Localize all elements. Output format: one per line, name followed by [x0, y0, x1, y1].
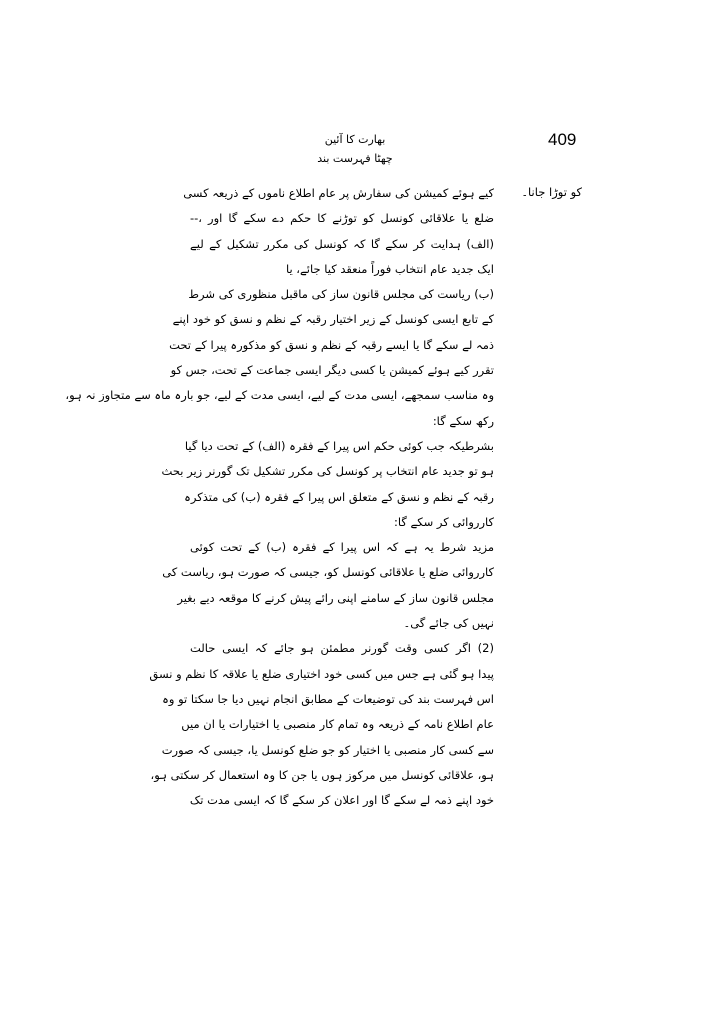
text-line: (2) اگر کسی وقت گورنر مطمئن ہو جائے کہ ایسی حالت: [190, 641, 494, 656]
text-line: ہو تو جدید عام انتخاب پر کونسل کی مکرر تشکیل تک گورنر زیر بحث: [161, 464, 494, 479]
text-line: ایک جدید عام انتخاب فوراً منعقد کیا جائے، یا: [285, 261, 494, 276]
text-line: ضلع یا علاقائی کونسل کو توڑنے کا حکم دے سکے گا اور ،--: [190, 211, 494, 226]
text-line: (ب) ریاست کی مجلس قانون ساز کی ماقبل منظوری کی شرط: [188, 287, 494, 302]
text-line: کارروائی کر سکے گا:: [394, 514, 494, 529]
text-line: ذمہ لے سکے گا یا ایسے رقبہ کے نظم و نسق کو مذکورہ پیرا کے تحت: [169, 337, 494, 352]
text-line: اس فہرست بند کی توضیعات کے مطابق انجام نہیں دیا جا سکتا تو وہ: [162, 691, 494, 706]
text-line: مجلس قانون ساز کے سامنے اپنی رائے پیش کرنے کا موقعہ دیے بغیر: [177, 590, 494, 605]
text-line: کارروائی ضلع یا علاقائی کونسل کو، جیسی کہ صورت ہو، ریاست کی: [162, 565, 494, 580]
running-head: [290, 130, 420, 168]
text-line: تقرر کیے ہوئے کمیشن یا کسی دیگر ایسی جماعت کے تحت، جس کو: [170, 363, 494, 378]
text-line: رقبہ کے نظم و نسق کے متعلق اس پیرا کے فقرہ (ب) کی متذکرہ: [184, 489, 494, 504]
text-line: مزید شرط یہ ہے کہ اس پیرا کے فقرہ (ب) کے تحت کوئی: [190, 540, 494, 555]
text-line: ہو، علاقائی کونسل میں مرکوز ہوں یا جن کا وہ استعمال کر سکتی ہو،: [150, 767, 494, 782]
page-number: 409: [548, 130, 577, 149]
text-line: عام اطلاع نامہ کے ذریعہ وہ تمام کار منصبی یا اختیارات یا ان میں: [181, 717, 494, 732]
text-line: خود اپنے ذمہ لے سکے گا اور اعلان کر سکے گا کہ ایسی مدت تک: [189, 793, 494, 808]
text-line: کے تابع ایسی کونسل کے زیر اختیار رقبہ کے نظم و نسق کو خود اپنے: [172, 312, 494, 327]
text-line: نہیں کی جائے گی۔: [403, 616, 494, 631]
body-text: [65, 181, 494, 813]
schedule-title: چھٹا فہرست بند: [317, 152, 393, 165]
text-line: (الف) ہدایت کر سکے گا کہ کونسل کی مکرر تشکیل کے لیے: [190, 236, 494, 251]
text-line: رکھ سکے گا:: [432, 413, 494, 428]
text-line: کیے ہوئے کمیشن کی سفارش پر عام اطلاع ناموں کے ذریعہ کسی: [183, 186, 494, 200]
book-title: بھارت کا آئین: [324, 133, 386, 146]
margin-note: کو توڑا جانا۔: [521, 185, 582, 199]
text-line: سے کسی کار منصبی یا اختیار کو جو ضلع کونسل یا، جیسی کہ صورت: [161, 742, 494, 757]
text-line: وہ مناسب سمجھے، ایسی مدت کے لیے، ایسی مدت کے لیے، جو بارہ ماہ سے متجاوز نہ ہو،: [65, 388, 494, 403]
text-line: پیدا ہو گئی ہے جس میں کسی خود اختیاری ضلع یا علاقہ کا نظم و نسق: [149, 666, 494, 681]
text-line: بشرطیکہ جب کوئی حکم اس پیرا کے فقرہ (الف) کے تحت دیا گیا: [184, 438, 494, 453]
